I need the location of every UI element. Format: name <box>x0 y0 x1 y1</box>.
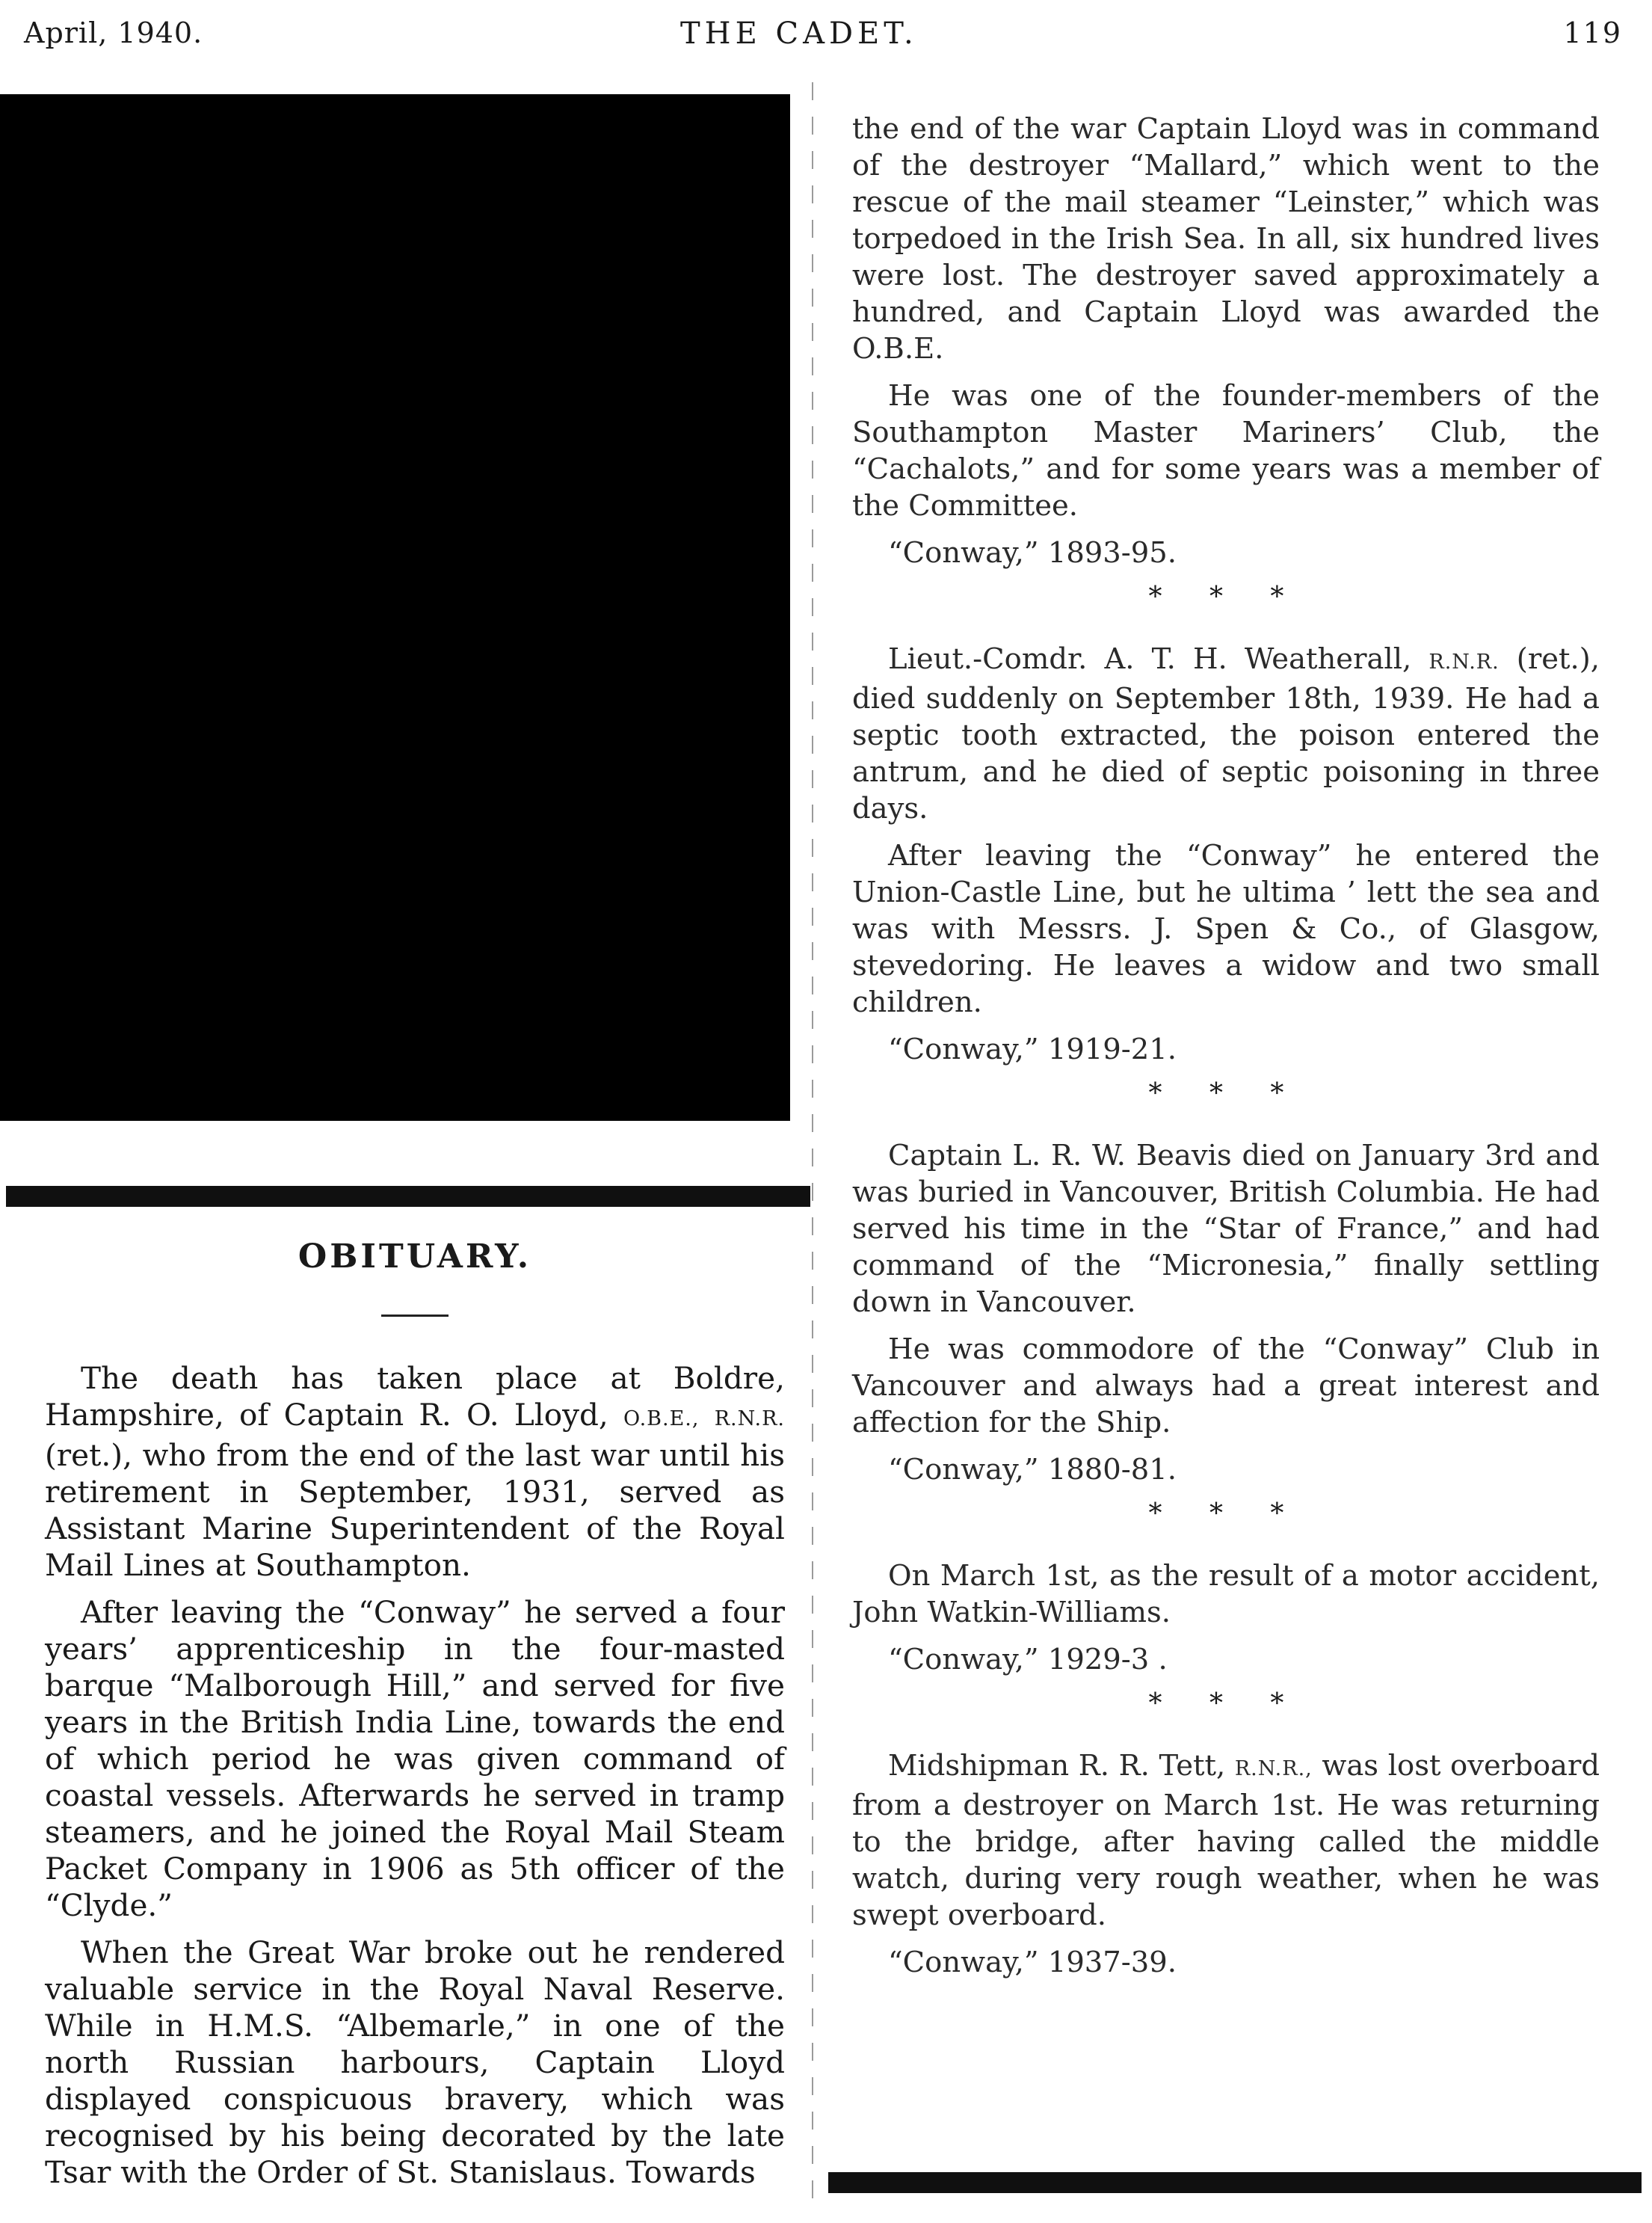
beavis-conway-years: “Conway,” 1880-81. <box>888 1453 1177 1486</box>
lloyd-paragraph-5: He was one of the founder-members of the Southampton Master Mariners’ Club, the “Cachalots,” and for some years was a member of the Committee. <box>852 379 1600 523</box>
page-number: 119 <box>1563 16 1622 49</box>
tett-conway-years: “Conway,” 1937-39. <box>888 1946 1177 1979</box>
rnr-postnominal: R.N.R. <box>714 1407 786 1430</box>
rnr-postnominal: R.N.R., <box>1234 1757 1313 1780</box>
section-separator: * * * <box>1148 1078 1304 1109</box>
watkin-williams-conway-years: “Conway,” 1929-3 . <box>888 1643 1168 1676</box>
lloyd-intro-text: The death has taken place at Boldre, Hampshire, of Captain R. O. Lloyd, <box>45 1360 785 1433</box>
lloyd-conway-years: “Conway,” 1893-95. <box>888 536 1177 570</box>
heading-underline <box>381 1315 449 1317</box>
column-divider <box>812 82 813 2198</box>
section-separator: * * * <box>1148 1688 1304 1719</box>
section-separator: * * * <box>1148 1498 1304 1529</box>
tett-paragraph <box>852 1747 1600 1934</box>
obituary-heading: OBITUARY. <box>298 1237 532 1276</box>
watkin-williams-paragraph: On March 1st, as the result of a motor accident, John Watkin-Williams. <box>852 1559 1600 1629</box>
section-separator: * * * <box>1148 582 1304 612</box>
section-rule-left <box>6 1186 810 1207</box>
tett-text: was lost overboard from a destroyer on March 1st. He was returning to the bridge, after having called the middle watch, during very rough weather, when he was swept overboard. <box>852 1749 1600 1932</box>
weatherall-name: Lieut.-Comdr. A. T. H. Weatherall, <box>888 642 1412 676</box>
lloyd-intro-rest: (ret.), who from the end of the last war until his retirement in September, 1931, served as Assistant Marine Superintendent of the Royal Mail Lines at Southampton. <box>45 1437 785 1583</box>
lloyd-paragraph-3: When the Great War broke out he rendered valuable service in the Royal Naval Reserve. While in H.M.S. “Albemarle,” in one of the north Russian harbours, Captain Lloyd displayed conspicuous bravery, which was recognised by his being decorated by the late Tsar with the Order of St. Stanislaus. Towards <box>45 1934 785 2190</box>
redacted-photograph <box>0 94 790 1121</box>
lloyd-paragraph-1 <box>45 1360 785 1584</box>
rnr-postnominal: R.N.R. <box>1428 651 1500 674</box>
left-column <box>45 1237 785 2201</box>
publication-title: THE CADET. <box>680 16 918 51</box>
lloyd-paragraph-4: the end of the war Captain Lloyd was in command of the destroyer “Mallard,” which went to the rescue of the mail steamer “Leinster,” which was torpedoed in the Irish Sea. In all, six hundred lives were lost. The destroyer saved approximately a hundred, and Captain Lloyd was awarded the O.B.E. <box>852 112 1600 366</box>
beavis-paragraph-2: He was commodore of the “Conway” Club in Vancouver and always had a great interest and affection for the Ship. <box>852 1332 1600 1439</box>
weatherall-paragraph-1 <box>852 641 1600 827</box>
tett-name: Midshipman R. R. Tett, <box>888 1749 1226 1783</box>
obe-postnominal: O.B.E., <box>623 1407 700 1430</box>
issue-date: April, 1940. <box>24 16 203 49</box>
section-rule-right <box>828 2172 1642 2193</box>
weatherall-text: (ret.), died suddenly on September 18th, 1939. He had a septic tooth extracted, the poison entered the antrum, and he died of septic poisoning in three days. <box>852 642 1600 825</box>
weatherall-conway-years: “Conway,” 1919-21. <box>888 1033 1177 1066</box>
weatherall-paragraph-2: After leaving the “Conway” he entered the Union-Castle Line, but he ultima ’ lett the sea and was with Messrs. J. Spen & Co., of Glasgow, stevedoring. He leaves a widow and two small children. <box>852 839 1600 1019</box>
right-column <box>852 111 1600 1991</box>
beavis-paragraph-1: Captain L. R. W. Beavis died on January 3rd and was buried in Vancouver, British Columbia. He had served his time in the “Star of France,” and had command of the “Micronesia,” finally settling down in Vancouver. <box>852 1139 1600 1319</box>
lloyd-paragraph-2: After leaving the “Conway” he served a four years’ apprenticeship in the four-masted barque “Malborough Hill,” and served for five years in the British India Line, towards the end of which period he was given command of coastal vessels. Afterwards he served in tramp steamers, and he joined the Royal Mail Steam Packet Company in 1906 as 5th officer of the “Clyde.” <box>45 1594 785 1923</box>
running-header <box>0 16 1652 61</box>
